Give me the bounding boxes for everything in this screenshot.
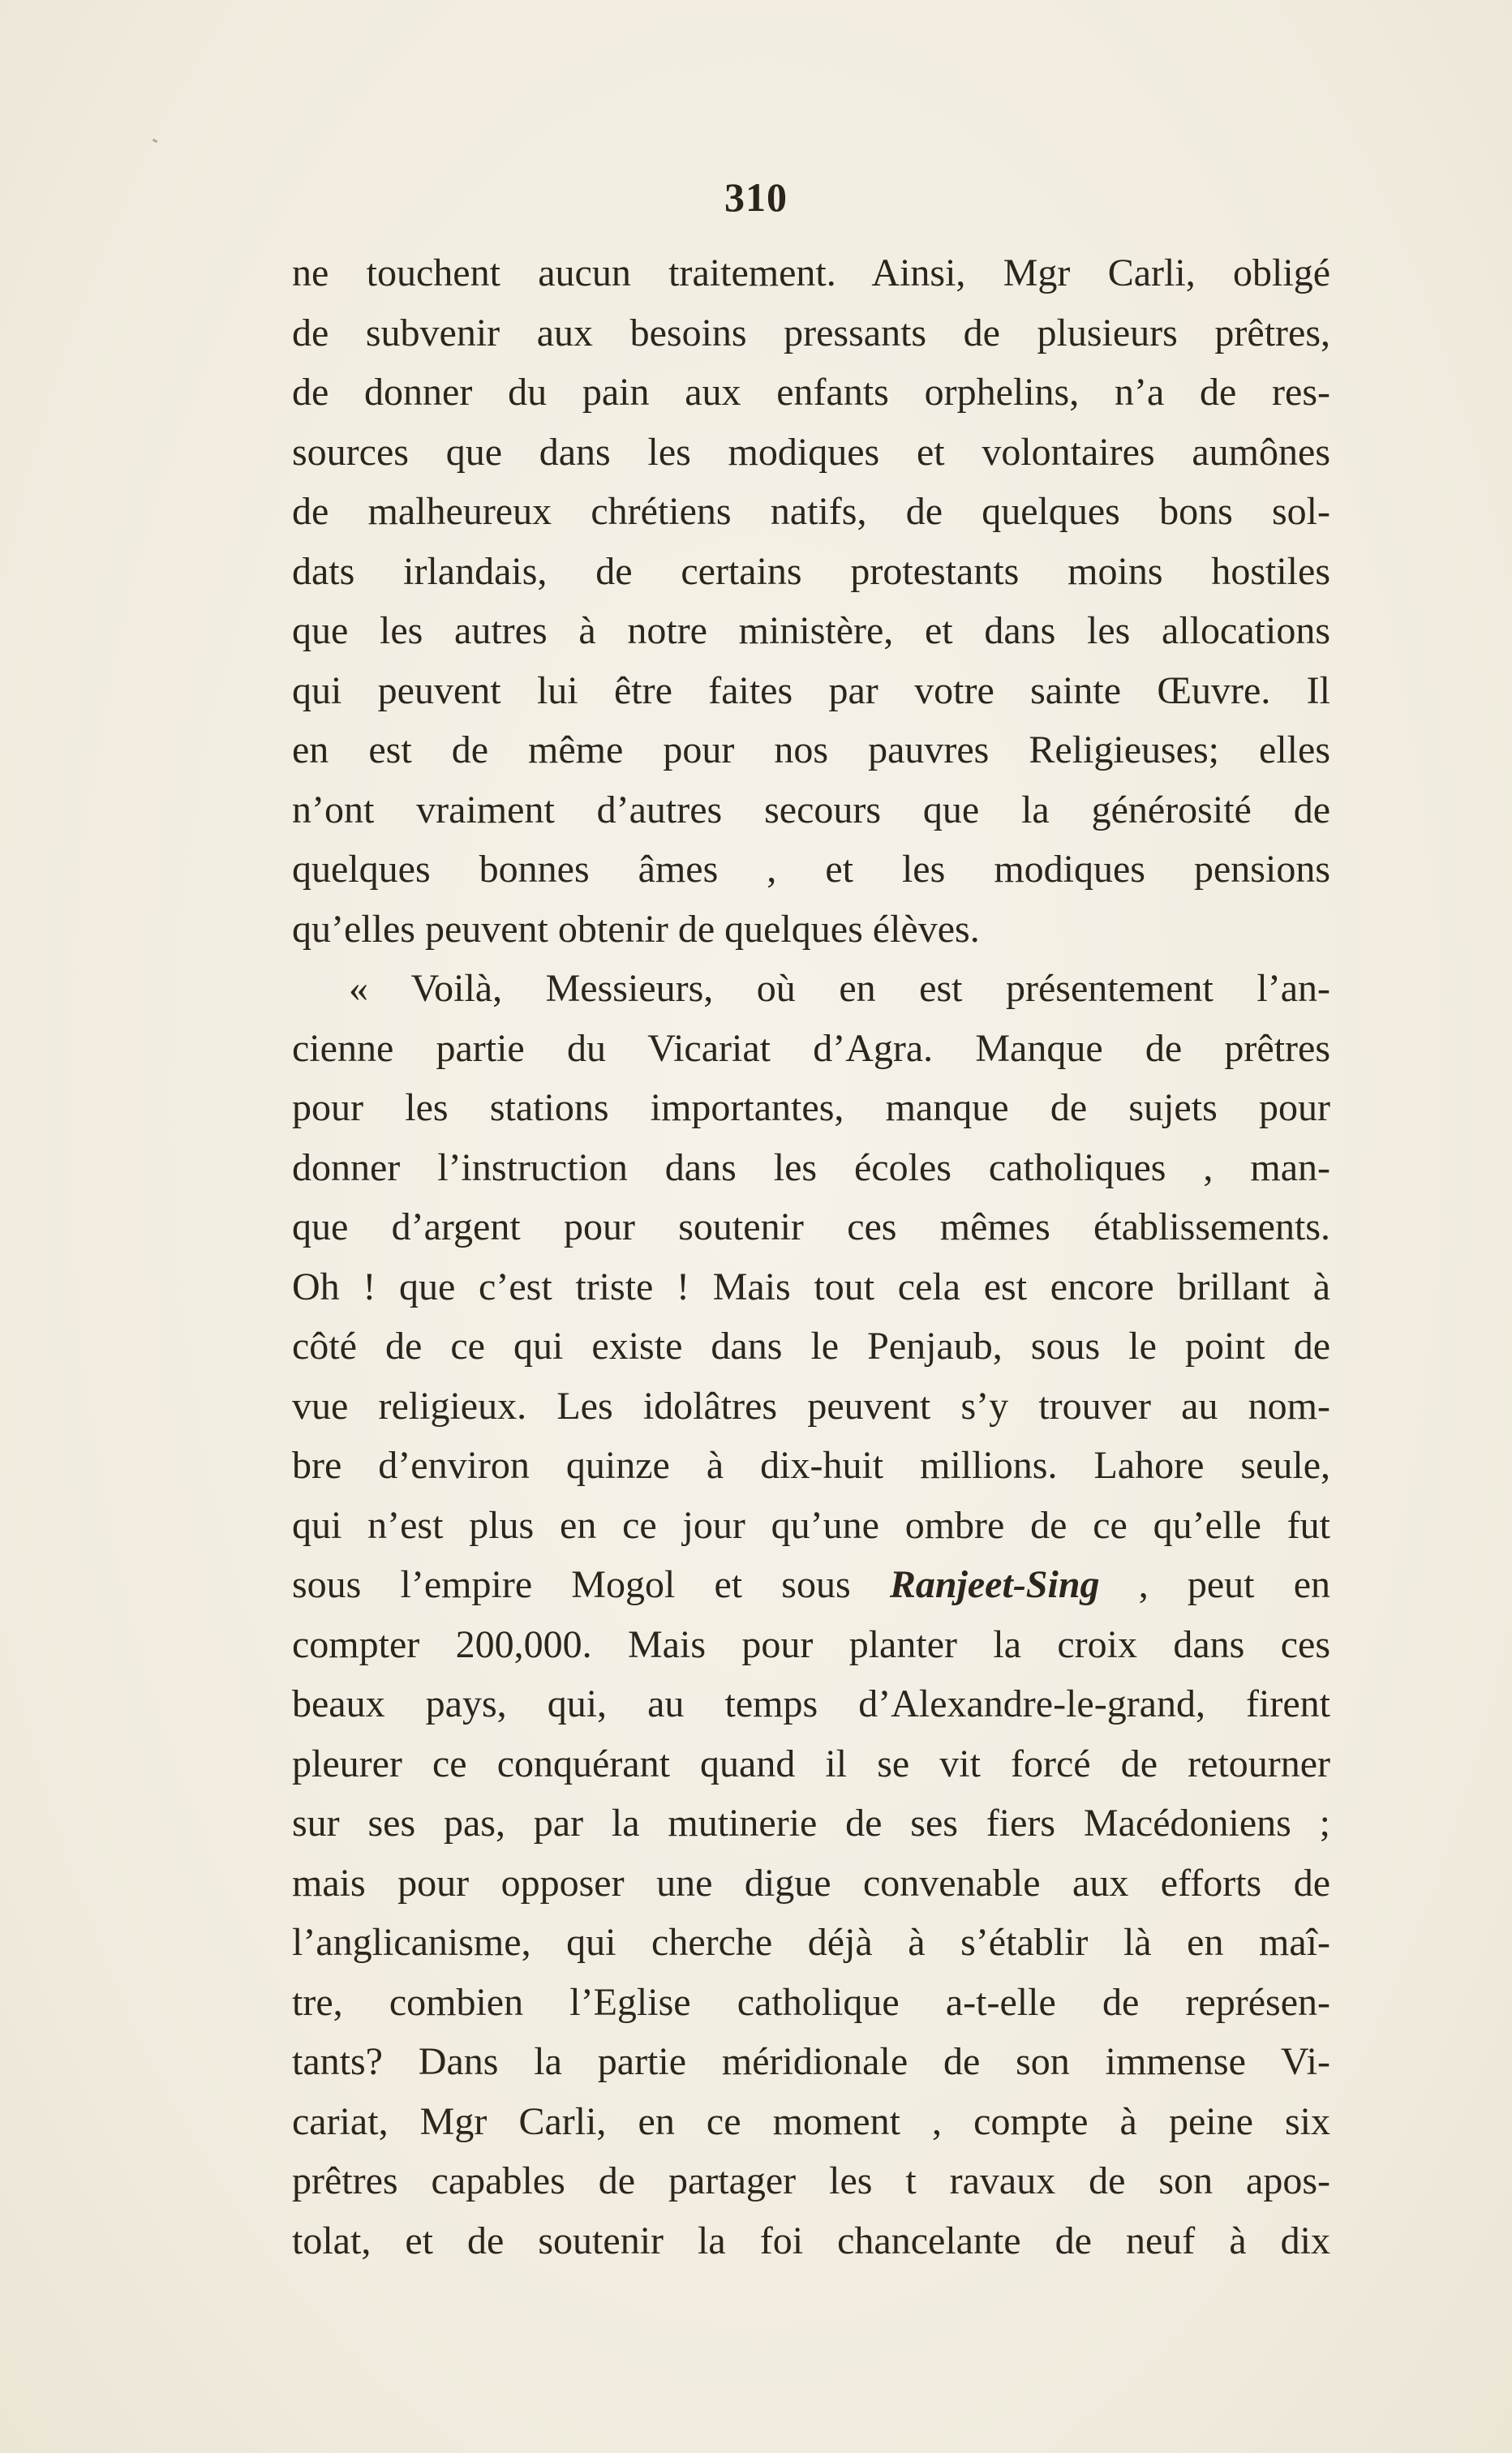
text-line: dats irlandais, de certains protestants moins hostiles — [292, 549, 1330, 593]
text-line: bre d’environ quinze à dix-huit millions. Lahore seule, — [292, 1444, 1330, 1487]
text-line: sur ses pas, par la mutinerie de ses fiers Macédoniens ; — [292, 1802, 1330, 1845]
text-line: cariat, Mgr Carli, en ce moment , compte à peine six — [292, 2099, 1330, 2143]
paper-speck — [152, 139, 158, 144]
text-line: de subvenir aux besoins pressants de plusieurs prêtres, — [292, 311, 1330, 354]
text-line: côté de ce qui existe dans le Penjaub, sous le point de — [292, 1325, 1330, 1368]
text-line: ne touchent aucun traitement. Ainsi, Mgr Carli, obligé — [292, 251, 1330, 294]
text-line: l’anglicanisme, qui cherche déjà à s’établir là en maî- — [292, 1921, 1330, 1964]
text-line: de malheureux chrétiens natifs, de quelques bons sol- — [292, 490, 1330, 533]
text-line: cienne partie du Vicariat d’Agra. Manque de prêtres — [292, 1026, 1330, 1070]
text-line: beaux pays, qui, au temps d’Alexandre-le-grand, firent — [292, 1682, 1330, 1725]
page-number: 310 — [724, 174, 788, 220]
text-line: tre, combien l’Eglise catholique a-t-elle de représen- — [292, 1980, 1330, 2024]
text-line: sources que dans les modiques et volontaires aumônes — [292, 430, 1330, 474]
text-segment: , peut en — [1099, 1563, 1330, 1606]
text-line: n’ont vraiment d’autres secours que la générosité de — [292, 788, 1330, 831]
text-line: vue religieux. Les idolâtres peuvent s’y trouver au nom- — [292, 1384, 1330, 1428]
text-line: qui n’est plus en ce jour qu’une ombre de ce qu’elle fut — [292, 1503, 1330, 1547]
text-line-with-italic — [292, 1555, 1330, 1615]
text-line: qui peuvent lui être faites par votre sainte Œuvre. Il — [292, 668, 1330, 712]
paragraph-end-line: qu’elles peuvent obtenir de quelques élèves. — [292, 907, 980, 951]
text-line: donner l’instruction dans les écoles catholiques , man- — [292, 1145, 1330, 1189]
text-segment: sous l’empire Mogol et sous — [292, 1563, 890, 1606]
text-line: de donner du pain aux enfants orphelins, n’a de res- — [292, 371, 1330, 414]
text-line: quelques bonnes âmes , et les modiques pensions — [292, 848, 1330, 891]
text-line: que les autres à notre ministère, et dans les allocations — [292, 609, 1330, 652]
text-line: prêtres capables de partager les t ravaux de son apos- — [292, 2159, 1330, 2202]
text-line: Oh ! que c’est triste ! Mais tout cela est encore brillant à — [292, 1265, 1330, 1308]
text-line: mais pour opposer une digue convenable aux efforts de — [292, 1861, 1330, 1905]
text-line: tolat, et de soutenir la foi chancelante de neuf à dix — [292, 2219, 1330, 2262]
italic-name: Ranjeet-Sing — [889, 1563, 1100, 1606]
text-line: pour les stations importantes, manque de sujets pour — [292, 1086, 1330, 1129]
body-text — [292, 243, 1330, 2270]
text-line: pleurer ce conquérant quand il se vit forcé de retourner — [292, 1742, 1330, 1785]
paragraph-start-line: « Voilà, Messieurs, où en est présentement l’an- — [349, 967, 1330, 1010]
text-line: en est de même pour nos pauvres Religieuses; elles — [292, 728, 1330, 771]
text-line: que d’argent pour soutenir ces mêmes établissements. — [292, 1205, 1330, 1248]
text-line: compter 200,000. Mais pour planter la croix dans ces — [292, 1622, 1330, 1666]
text-line: tants? Dans la partie méridionale de son immense Vi- — [292, 2040, 1330, 2083]
